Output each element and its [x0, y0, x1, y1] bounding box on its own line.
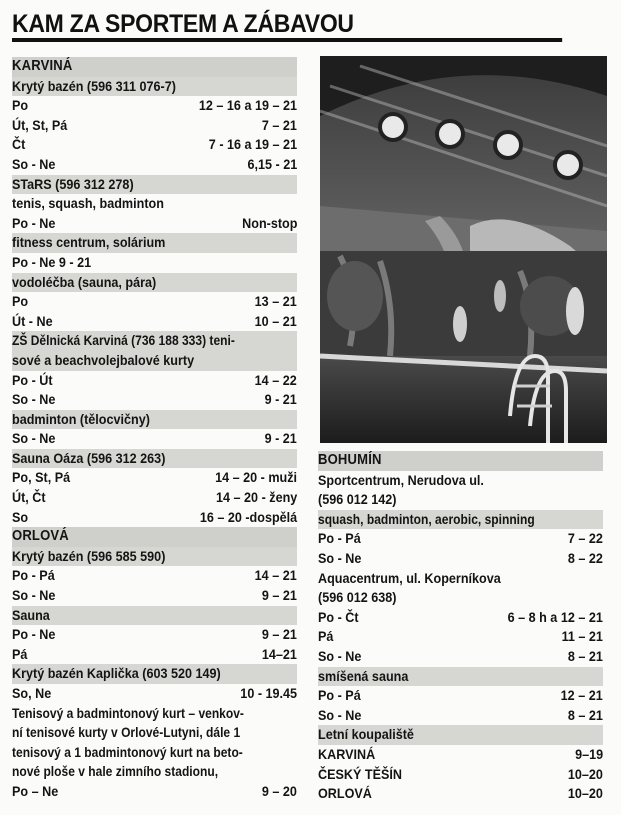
schedule-hours: 9 – 21 [261, 626, 297, 643]
schedule-row [12, 508, 297, 528]
schedule-row [12, 625, 297, 645]
venue-heading [318, 667, 603, 687]
schedule-days: So - Ne [318, 549, 362, 566]
aquapark-photo [320, 56, 607, 443]
line-text: ZŠ Dělnická Karviná (736 188 333) teni- [12, 332, 235, 349]
schedule-days: So - Ne [12, 155, 56, 172]
schedule-days: Út, Čt [12, 489, 46, 506]
schedule-days: Čt [12, 136, 26, 153]
schedule-days: Po [12, 293, 29, 310]
schedule-row [12, 586, 297, 606]
schedule-hours: 6 – 8 h a 12 – 21 [507, 608, 603, 625]
schedule-days: Po - Pá [318, 530, 361, 547]
city-name: KARVINÁ [12, 58, 73, 74]
line-text: (596 012 142) [318, 491, 397, 508]
schedule-hours: 9 – 21 [261, 587, 297, 604]
schedule-hours: 7 - 16 a 19 – 21 [208, 136, 297, 153]
schedule-row [12, 429, 297, 449]
line-text: Krytý bazén Kaplička (603 520 149) [12, 665, 221, 682]
schedule-row [12, 684, 297, 704]
schedule-row [12, 782, 297, 802]
line-text: STaRS (596 312 278) [12, 175, 134, 192]
info-text [318, 471, 603, 491]
schedule-row [12, 645, 297, 665]
schedule-days: Po - Čt [318, 608, 359, 625]
schedule-days: ČESKÝ TĚŠÍN [318, 765, 403, 782]
venue-heading [318, 725, 603, 745]
schedule-row [12, 566, 297, 586]
schedule-row [12, 135, 297, 155]
info-text [12, 253, 297, 273]
line-text: sové a beachvolejbalové kurty [12, 351, 195, 368]
schedule-days: Po [12, 97, 29, 114]
line-text: badminton (tělocvičny) [12, 410, 150, 427]
line-text: squash, badminton, aerobic, spinning [318, 510, 535, 527]
venue-heading [12, 449, 297, 469]
schedule-hours: 10–20 [567, 785, 603, 802]
schedule-hours: 9–19 [574, 745, 603, 762]
info-text [12, 723, 297, 743]
schedule-row [12, 488, 297, 508]
schedule-days: KARVINÁ [318, 745, 376, 762]
page-title: KAM ZA SPORTEM A ZÁBAVOU [12, 6, 562, 42]
info-text [318, 569, 603, 589]
schedule-hours: 14 – 20 - ženy [215, 489, 297, 506]
line-text: nové ploše v hale zimního stadionu, [12, 763, 219, 780]
line-text: Krytý bazén (596 311 076-7) [12, 77, 176, 94]
line-text: (596 012 638) [318, 589, 397, 606]
schedule-row [12, 116, 297, 136]
schedule-days: Po - Pá [318, 687, 361, 704]
schedule-days: So, Ne [12, 685, 52, 701]
schedule-hours: 6,15 - 21 [247, 155, 297, 172]
schedule-hours: 12 – 16 a 19 – 21 [198, 97, 297, 114]
schedule-days: So - Ne [318, 647, 362, 664]
line-text: vodoléčba (sauna, pára) [12, 273, 157, 290]
schedule-hours: 13 – 21 [254, 293, 297, 310]
schedule-hours: 7 – 22 [567, 530, 603, 547]
schedule-row [318, 686, 603, 706]
schedule-days: Út, St, Pá [12, 116, 68, 133]
city-heading [318, 451, 603, 471]
schedule-hours: 9 – 20 [261, 782, 297, 799]
schedule-row [318, 529, 603, 549]
info-text [12, 194, 297, 214]
schedule-days: ORLOVÁ [318, 785, 372, 802]
schedule-hours: 8 – 22 [567, 549, 603, 566]
city-heading [12, 527, 297, 547]
venue-heading [12, 664, 297, 684]
line-text: Tenisový a badmintonový kurt – venkov- [12, 704, 244, 721]
venue-heading [12, 410, 297, 430]
schedule-row [12, 292, 297, 312]
schedule-days: Út - Ne [12, 312, 53, 329]
schedule-hours: 14 – 21 [254, 567, 297, 584]
schedule-row [12, 96, 297, 116]
aquapark-photo-illustration [320, 56, 607, 443]
schedule-row [318, 784, 603, 804]
schedule-hours: 9 - 21 [264, 430, 297, 447]
schedule-row [12, 390, 297, 410]
schedule-days: So - Ne [12, 430, 56, 447]
schedule-hours: 14–21 [261, 645, 297, 662]
schedule-days: So [12, 508, 29, 525]
venue-heading [12, 273, 297, 293]
venue-heading [318, 510, 603, 530]
venue-heading [12, 233, 297, 253]
schedule-row [318, 706, 603, 726]
schedule-days: Pá [318, 628, 334, 645]
schedule-row [12, 155, 297, 175]
schedule-days: Po – Ne [12, 782, 59, 799]
line-text: Sportcentrum, Nerudova ul. [318, 471, 484, 488]
venue-heading [12, 606, 297, 626]
line-text: tenisový a 1 badmintonový kurt na beto- [12, 743, 243, 760]
schedule-days: Po - Út [12, 371, 53, 388]
line-text: smíšená sauna [318, 667, 409, 684]
schedule-hours: 12 – 21 [560, 687, 603, 704]
line-text: Letní koupaliště [318, 726, 414, 743]
schedule-hours: 8 – 21 [567, 647, 603, 664]
schedule-row [318, 627, 603, 647]
schedule-row [318, 549, 603, 569]
city-heading [12, 57, 297, 77]
line-text: Sauna Oáza (596 312 263) [12, 449, 166, 466]
line-text: ní tenisové kurty v Orlové-Lutyni, dále 1 [12, 724, 241, 741]
info-text [12, 762, 297, 782]
schedule-hours: Non-stop [241, 214, 297, 231]
schedule-days: Po - Ne [12, 214, 56, 231]
schedule-days: So - Ne [12, 391, 56, 408]
venue-heading [12, 351, 297, 371]
line-text: tenis, squash, badminton [12, 195, 164, 212]
schedule-days: Pá [12, 645, 28, 662]
schedule-row [12, 468, 297, 488]
schedule-row [12, 371, 297, 391]
schedule-days: So - Ne [12, 587, 56, 604]
schedule-row [12, 312, 297, 332]
schedule-hours: 9 - 21 [264, 391, 297, 408]
schedule-hours: 10–20 [567, 765, 603, 782]
line-text: Krytý bazén (596 585 590) [12, 547, 166, 564]
schedule-days: So - Ne [318, 706, 362, 723]
schedule-row [318, 765, 603, 785]
schedule-days: Po, St, Pá [12, 469, 71, 486]
schedule-hours: 14 – 22 [254, 371, 297, 388]
info-text [318, 588, 603, 608]
schedule-hours: 11 – 21 [561, 628, 603, 645]
schedule-hours: 7 – 21 [261, 116, 297, 133]
schedule-days: Po - Ne [12, 626, 56, 643]
venue-heading [12, 77, 297, 97]
line-text: Po - Ne 9 - 21 [12, 253, 92, 270]
schedule-row [12, 214, 297, 234]
info-text [318, 490, 603, 510]
schedule-hours: 10 - 19.45 [240, 685, 297, 701]
venue-heading [12, 175, 297, 195]
schedule-days: Po - Pá [12, 567, 55, 584]
schedule-hours: 8 – 21 [567, 706, 603, 723]
line-text: Aquacentrum, ul. Koperníkova [318, 569, 501, 586]
schedule-row [318, 745, 603, 765]
venue-heading [12, 331, 297, 351]
info-text [12, 704, 297, 724]
line-text: fitness centrum, solárium [12, 234, 166, 251]
schedule-hours: 14 – 20 - muži [215, 469, 297, 486]
schedule-row [318, 608, 603, 628]
venue-heading [12, 547, 297, 567]
schedule-hours: 16 – 20 -dospělá [199, 508, 297, 525]
info-text [12, 743, 297, 763]
city-name: ORLOVÁ [12, 528, 69, 545]
schedule-hours: 10 – 21 [254, 312, 297, 329]
schedule-row [318, 647, 603, 667]
right-column-listings [318, 451, 603, 804]
city-name: BOHUMÍN [318, 452, 382, 468]
line-text: Sauna [12, 606, 50, 623]
left-column-listings [12, 57, 297, 802]
